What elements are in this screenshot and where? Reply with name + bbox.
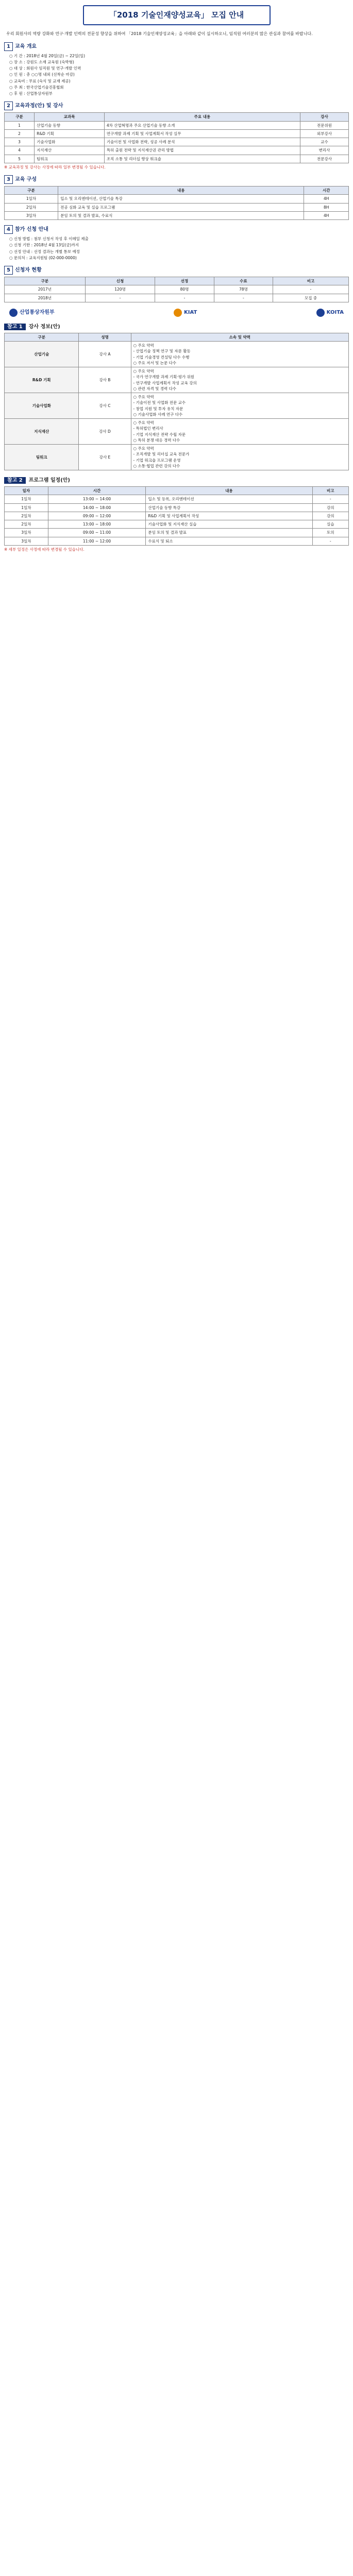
table-cell: 3일차 xyxy=(5,529,48,537)
column-header: 구분 xyxy=(5,333,79,341)
name-cell: 강사 E xyxy=(79,445,131,470)
list-item: ○ 선정 안내 : 선정 결과는 개별 통보 예정 xyxy=(9,249,80,254)
table-cell: 2017년 xyxy=(5,285,86,294)
column-header: 선정 xyxy=(155,277,214,285)
table-row xyxy=(5,520,349,529)
table-cell: 입소 및 등록, 오리엔테이션 xyxy=(146,495,312,503)
section-curriculum-heading: 2 교육과정(안) 및 강사 xyxy=(4,101,349,110)
attachment-2-heading: 참고 2 프로그램 일정(안) xyxy=(4,477,349,484)
table-cell: 실습 xyxy=(312,520,348,529)
profile-line: ○ 주요 약력 xyxy=(133,446,154,451)
table-cell: - xyxy=(312,537,348,545)
profile-line: ○ 관련 자격 및 경력 다수 xyxy=(133,386,177,391)
table-cell: 교수 xyxy=(300,138,349,146)
attachment-1-heading: 참고 1 강사 정보(안) xyxy=(4,323,349,331)
profile-line: ○ 주요 저서 및 논문 다수 xyxy=(133,360,177,365)
profile-cell xyxy=(131,367,349,393)
name-cell: 강사 A xyxy=(79,342,131,367)
table-cell: 5 xyxy=(5,155,35,163)
table-row xyxy=(5,294,349,302)
table-row xyxy=(5,367,349,393)
section-apply-heading: 4 참가 신청 안내 xyxy=(4,225,349,234)
profile-line: - 기업 워크숍 프로그램 운영 xyxy=(133,457,181,463)
section-structure-heading: 3 교육 구성 xyxy=(4,175,349,184)
table-row xyxy=(5,445,349,470)
profile-line: - 기업 지식재산 전략 수립 자문 xyxy=(133,432,186,437)
table-row xyxy=(5,285,349,294)
profile-line: - 국가 연구개발 과제 기획·평가 위원 xyxy=(133,375,194,380)
table-cell: 1 xyxy=(5,121,35,129)
table-cell: 수료식 및 퇴소 xyxy=(146,537,312,545)
table-row xyxy=(5,503,349,512)
table-cell: 2일차 xyxy=(5,203,58,211)
table-cell: - xyxy=(312,495,348,503)
table-header-row xyxy=(5,333,349,341)
column-header: 일자 xyxy=(5,487,48,495)
table-cell: 3일차 xyxy=(5,537,48,545)
logo-kiat: KIAT xyxy=(174,309,197,317)
table-row xyxy=(5,211,349,219)
name-cell: 강사 D xyxy=(79,419,131,445)
table-cell: 강의 xyxy=(312,503,348,512)
table-cell: 4차 산업혁명과 주요 산업기술 동향 소개 xyxy=(104,121,300,129)
table-row xyxy=(5,121,349,129)
section-status-heading: 5 신청자 현황 xyxy=(4,266,349,275)
table-cell: 2일차 xyxy=(5,512,48,520)
status-table xyxy=(4,277,349,302)
list-item: ○ 장 소 : 강원도 소재 교육원 (숙박형) xyxy=(9,59,74,64)
table-cell: 09:00 ~ 11:00 xyxy=(48,529,146,537)
list-item: ○ 기 간 : 2018년 4월 20일(금) ~ 22일(일) xyxy=(9,53,86,58)
table-header-row xyxy=(5,277,349,285)
column-header: 구분 xyxy=(5,113,35,121)
column-header: 성명 xyxy=(79,333,131,341)
table-cell: 13:00 ~ 18:00 xyxy=(48,520,146,529)
profile-line: ○ 주요 약력 xyxy=(133,395,154,400)
profile-line: ○ 특허 분쟁 대응 경력 다수 xyxy=(133,437,180,443)
table-cell: 입소 및 오리엔테이션, 산업기술 특강 xyxy=(58,195,304,203)
profile-line: ○ 주요 약력 xyxy=(133,420,154,426)
column-header: 교과목 xyxy=(35,113,105,121)
profile-line: ○ 기술사업화 사례 연구 다수 xyxy=(133,412,183,417)
list-item: ○ 문의처 : 교육지원팀 (02-000-0000) xyxy=(9,255,77,260)
emblem-icon xyxy=(174,309,182,317)
profile-line: - 특허법인 변리사 xyxy=(133,426,163,431)
curriculum-note: ※ 교육과정 및 강사는 사정에 따라 일부 변경될 수 있습니다. xyxy=(4,164,106,170)
table-row xyxy=(5,203,349,211)
column-header: 비고 xyxy=(312,487,348,495)
table-cell: 기술사업화 및 지식재산 실습 xyxy=(146,520,312,529)
section-overview-heading: 1 교육 개요 xyxy=(4,42,349,51)
table-row xyxy=(5,512,349,520)
table-cell: 분임 토의 및 결과 발표 xyxy=(146,529,312,537)
table-cell: - xyxy=(85,294,155,302)
profile-cell xyxy=(131,342,349,367)
column-header: 소속 및 약력 xyxy=(131,333,349,341)
profile-line: ○ 주요 약력 xyxy=(133,343,154,348)
table-row xyxy=(5,146,349,155)
curriculum-table xyxy=(4,112,349,163)
table-row xyxy=(5,419,349,445)
table-cell: R&D 기획 및 사업계획서 작성 xyxy=(146,512,312,520)
profile-line: ○ 소통·협업 관련 강의 다수 xyxy=(133,463,180,468)
table-cell: 4H xyxy=(304,211,349,219)
list-item: ○ 주 최 : 한국산업기술진흥협회 xyxy=(9,84,64,90)
intro-text: 우리 회원사의 역량 강화와 연구·개발 인력의 전문성 향상을 위하여 「2018 기술인재양성교육」을 아래와 같이 실시하오니, 임직원 여러분의 많은 관심과 참여를 바랍니다. xyxy=(6,31,313,36)
overview-list xyxy=(4,53,349,97)
structure-table xyxy=(4,186,349,220)
table-cell: 팀워크 xyxy=(35,155,105,163)
profile-line: - 기업 기술경영 컨설팅 다수 수행 xyxy=(133,354,190,360)
table-header-row xyxy=(5,487,349,495)
table-cell: 4H xyxy=(304,195,349,203)
table-cell: 변리사 xyxy=(300,146,349,155)
table-cell: 80명 xyxy=(155,285,214,294)
table-cell: 3 xyxy=(5,138,35,146)
table-cell: 14:00 ~ 18:00 xyxy=(48,503,146,512)
table-cell: 산업기술 동향 xyxy=(35,121,105,129)
table-cell: 지식재산 xyxy=(35,146,105,155)
name-cell: 강사 B xyxy=(79,367,131,393)
area-cell: R&D 기획 xyxy=(5,367,79,393)
logo-strip xyxy=(9,309,344,317)
table-row xyxy=(5,129,349,138)
column-header: 내용 xyxy=(146,487,312,495)
column-header: 수료 xyxy=(214,277,273,285)
table-cell: 토의 xyxy=(312,529,348,537)
apply-list xyxy=(4,236,349,261)
table-cell: 조직 소통 및 리더십 향상 워크숍 xyxy=(104,155,300,163)
area-cell: 지식재산 xyxy=(5,419,79,445)
area-cell: 산업기술 xyxy=(5,342,79,367)
page-title: 「2018 기술인재양성교육」 모집 안내 xyxy=(83,5,271,25)
profile-line: - 기술이전 및 사업화 전문 교수 xyxy=(133,400,186,405)
table-cell: 1일차 xyxy=(5,503,48,512)
column-header: 내용 xyxy=(58,187,304,195)
recruitment-notice xyxy=(4,5,349,552)
table-cell: 기술사업화 xyxy=(35,138,105,146)
instructor-table xyxy=(4,333,349,470)
profile-line: - 창업 지원 및 투자 유치 자문 xyxy=(133,406,183,411)
table-row xyxy=(5,342,349,367)
logo-ministry: 산업통상자원부 xyxy=(9,309,55,317)
table-cell: 1일차 xyxy=(5,495,48,503)
table-cell: 4 xyxy=(5,146,35,155)
schedule-note: ※ 세부 일정은 사정에 따라 변경될 수 있습니다. xyxy=(4,547,85,552)
table-row xyxy=(5,393,349,419)
profile-line: ○ 주요 약력 xyxy=(133,369,154,374)
logo-koita: KOITA xyxy=(316,309,344,317)
table-cell: 모집 중 xyxy=(273,294,349,302)
table-row xyxy=(5,495,349,503)
name-cell: 강사 C xyxy=(79,393,131,419)
table-cell: 특허 출원 전략 및 지식재산권 관리 방법 xyxy=(104,146,300,155)
emblem-icon xyxy=(9,309,18,317)
table-cell: 전문강사 xyxy=(300,155,349,163)
table-cell: 분임 토의 및 결과 발표, 수료식 xyxy=(58,211,304,219)
profile-line: - 연구개발 사업계획서 작성 교육 강의 xyxy=(133,380,197,385)
table-cell: 산업기술 동향 특강 xyxy=(146,503,312,512)
table-row xyxy=(5,195,349,203)
column-header: 비고 xyxy=(273,277,349,285)
profile-cell xyxy=(131,419,349,445)
area-cell: 기술사업화 xyxy=(5,393,79,419)
list-item: ○ 인 원 : 총 ○○명 내외 (선착순 마감) xyxy=(9,72,75,77)
table-cell: 외부강사 xyxy=(300,129,349,138)
table-cell: 3일차 xyxy=(5,211,58,219)
column-header: 시간 xyxy=(48,487,146,495)
area-cell: 팀워크 xyxy=(5,445,79,470)
table-cell: 13:00 ~ 14:00 xyxy=(48,495,146,503)
table-cell: 78명 xyxy=(214,285,273,294)
table-cell: 2 xyxy=(5,129,35,138)
table-cell: - xyxy=(155,294,214,302)
table-cell: 2일차 xyxy=(5,520,48,529)
table-cell: 11:00 ~ 12:00 xyxy=(48,537,146,545)
table-cell: 기술이전 및 사업화 전략, 성공 사례 분석 xyxy=(104,138,300,146)
table-cell: 연구개발 과제 기획 및 사업계획서 작성 실무 xyxy=(104,129,300,138)
table-cell: R&D 기획 xyxy=(35,129,105,138)
table-cell: 120명 xyxy=(85,285,155,294)
column-header: 구분 xyxy=(5,277,86,285)
emblem-icon xyxy=(316,309,325,317)
table-cell: 전문위원 xyxy=(300,121,349,129)
table-row xyxy=(5,529,349,537)
table-row xyxy=(5,155,349,163)
table-cell: 2018년 xyxy=(5,294,86,302)
list-item: ○ 후 원 : 산업통상자원부 xyxy=(9,91,53,96)
table-cell: - xyxy=(214,294,273,302)
table-cell: 강의 xyxy=(312,512,348,520)
table-cell: 전공 심화 교육 및 실습 프로그램 xyxy=(58,203,304,211)
profile-line: - 조직개발 및 리더십 교육 전문가 xyxy=(133,452,190,457)
column-header: 주요 내용 xyxy=(104,113,300,121)
table-header-row xyxy=(5,113,349,121)
table-cell: 09:00 ~ 12:00 xyxy=(48,512,146,520)
column-header: 신청 xyxy=(85,277,155,285)
profile-line: - 산업기술 정책 연구 및 자문 활동 xyxy=(133,349,191,354)
table-row xyxy=(5,537,349,545)
list-item: ○ 대 상 : 회원사 임직원 및 연구·개발 인력 xyxy=(9,66,81,71)
schedule-table xyxy=(4,486,349,546)
column-header: 구분 xyxy=(5,187,58,195)
list-item: ○ 신청 기한 : 2018년 4월 13일(금)까지 xyxy=(9,243,79,248)
table-cell: - xyxy=(273,285,349,294)
table-cell: 8H xyxy=(304,203,349,211)
table-row xyxy=(5,138,349,146)
column-header: 시간 xyxy=(304,187,349,195)
profile-cell xyxy=(131,393,349,419)
list-item: ○ 신청 방법 : 첨부 신청서 작성 후 이메일 제출 xyxy=(9,236,89,242)
column-header: 강사 xyxy=(300,113,349,121)
table-cell: 1일차 xyxy=(5,195,58,203)
profile-cell xyxy=(131,445,349,470)
table-header-row xyxy=(5,187,349,195)
list-item: ○ 교육비 : 무료 (숙식 및 교재 제공) xyxy=(9,78,71,83)
